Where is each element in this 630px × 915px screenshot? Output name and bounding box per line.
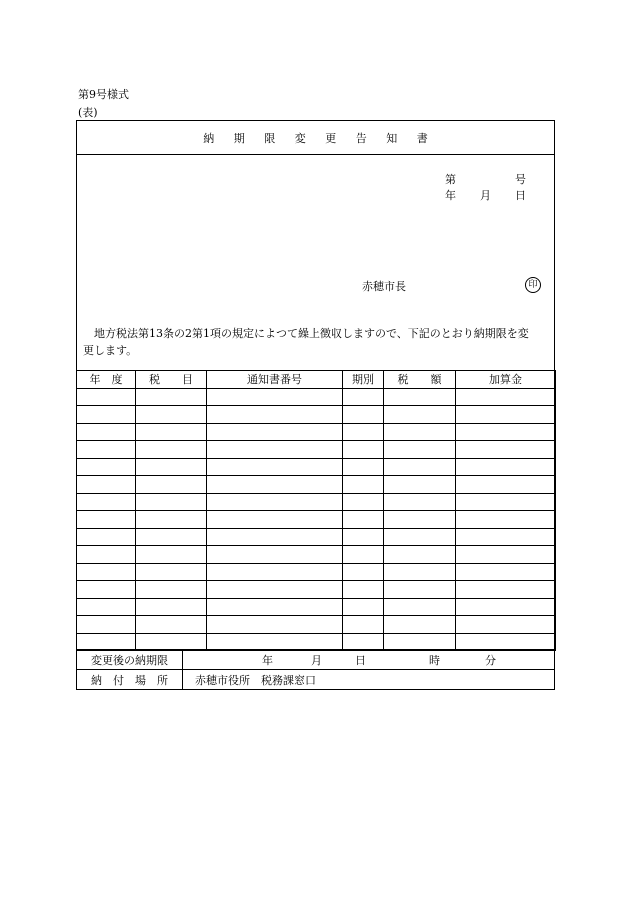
table-cell <box>384 493 456 511</box>
table-cell <box>456 546 556 564</box>
table-cell <box>343 528 384 546</box>
table-row <box>77 493 556 511</box>
body-line-2: 更します。 <box>83 344 138 357</box>
table-cell <box>77 581 136 599</box>
table-cell <box>77 563 136 581</box>
table-cell <box>77 441 136 459</box>
table-cell <box>384 528 456 546</box>
table-cell <box>456 441 556 459</box>
table-cell <box>207 493 343 511</box>
table-cell <box>77 493 136 511</box>
table-cell <box>343 458 384 476</box>
table-cell <box>207 528 343 546</box>
table-row <box>77 598 556 616</box>
table-cell <box>136 528 207 546</box>
table-cell <box>384 581 456 599</box>
table-cell <box>343 441 384 459</box>
form-title: 納 期 限 変 更 告 知 書 <box>203 131 436 145</box>
header-surcharge: 加算金 <box>456 371 556 389</box>
table-cell <box>136 423 207 441</box>
notice-form <box>76 120 555 690</box>
table-row <box>77 616 556 634</box>
table-row <box>77 423 556 441</box>
table-cell <box>136 633 207 651</box>
table-cell <box>456 511 556 529</box>
table-cell <box>207 633 343 651</box>
table-cell <box>77 598 136 616</box>
table-cell <box>136 511 207 529</box>
issuer-name: 赤穂市長 <box>362 280 406 293</box>
table-cell <box>77 458 136 476</box>
table-cell <box>77 388 136 406</box>
table-cell <box>136 563 207 581</box>
date-month: 月 <box>480 189 491 202</box>
table-cell <box>343 493 384 511</box>
table-cell <box>136 616 207 634</box>
table-cell <box>343 598 384 616</box>
table-cell <box>456 458 556 476</box>
table-row <box>77 476 556 494</box>
payment-place-value: 赤穂市役所 税務課窓口 <box>195 674 316 687</box>
table-row <box>77 633 556 651</box>
table-cell <box>384 563 456 581</box>
table-cell <box>343 633 384 651</box>
table-cell <box>343 546 384 564</box>
table-cell <box>136 388 207 406</box>
table-cell <box>384 388 456 406</box>
payment-place-label: 納 付 場 所 <box>77 670 183 690</box>
table-cell <box>456 633 556 651</box>
table-cell <box>77 616 136 634</box>
table-cell <box>136 598 207 616</box>
table-cell <box>456 528 556 546</box>
table-cell <box>207 458 343 476</box>
table-cell <box>456 476 556 494</box>
table-cell <box>136 493 207 511</box>
deadline-minute: 分 <box>485 653 496 667</box>
date-day: 日 <box>515 189 526 202</box>
table-cell <box>136 581 207 599</box>
table-cell <box>136 476 207 494</box>
tax-table <box>76 370 556 651</box>
table-cell <box>207 441 343 459</box>
table-row <box>77 458 556 476</box>
table-row <box>77 581 556 599</box>
table-row <box>77 388 556 406</box>
doc-number-dai: 第 <box>445 173 456 186</box>
deadline-value <box>183 650 554 669</box>
table-row <box>77 441 556 459</box>
table-cell <box>384 476 456 494</box>
deadline-day: 日 <box>355 653 366 667</box>
table-cell <box>207 563 343 581</box>
header-period: 期別 <box>343 371 384 389</box>
deadline-year: 年 <box>262 653 273 667</box>
header-notice-number: 通知書番号 <box>207 371 343 389</box>
table-cell <box>456 598 556 616</box>
table-cell <box>343 581 384 599</box>
table-cell <box>207 546 343 564</box>
deadline-label: 変更後の納期限 <box>77 650 183 669</box>
table-cell <box>384 598 456 616</box>
table-cell <box>343 423 384 441</box>
table-cell <box>343 476 384 494</box>
table-cell <box>456 406 556 424</box>
table-cell <box>77 633 136 651</box>
table-cell <box>136 406 207 424</box>
table-cell <box>384 546 456 564</box>
table-cell <box>136 441 207 459</box>
date-year: 年 <box>445 189 456 202</box>
table-cell <box>343 406 384 424</box>
table-cell <box>207 581 343 599</box>
table-cell <box>77 546 136 564</box>
table-cell <box>77 406 136 424</box>
body-text <box>83 325 551 359</box>
table-cell <box>456 493 556 511</box>
table-cell <box>207 476 343 494</box>
header-tax-amount: 税 額 <box>384 371 456 389</box>
table-cell <box>384 458 456 476</box>
table-cell <box>343 563 384 581</box>
table-cell <box>384 616 456 634</box>
body-line-1: 地方税法第13条の2第1項の規定によつて繰上徴収しますので、下記のとおり納期限を変 <box>94 327 529 340</box>
table-cell <box>384 633 456 651</box>
table-cell <box>343 388 384 406</box>
table-cell <box>207 616 343 634</box>
table-cell <box>384 511 456 529</box>
table-cell <box>136 546 207 564</box>
table-cell <box>384 406 456 424</box>
table-cell <box>343 616 384 634</box>
table-cell <box>207 423 343 441</box>
table-cell <box>77 511 136 529</box>
table-row <box>77 511 556 529</box>
header-fiscal-year: 年 度 <box>77 371 136 389</box>
form-number: 第9号様式 <box>78 88 129 101</box>
table-cell <box>207 511 343 529</box>
deadline-hour: 時 <box>429 653 440 667</box>
table-cell <box>136 458 207 476</box>
table-row <box>77 563 556 581</box>
deadline-month: 月 <box>311 653 322 667</box>
table-row <box>77 528 556 546</box>
table-cell <box>207 598 343 616</box>
table-cell <box>343 511 384 529</box>
table-cell <box>77 476 136 494</box>
table-row <box>77 546 556 564</box>
table-cell <box>207 406 343 424</box>
payment-place-row <box>77 669 554 690</box>
deadline-row <box>77 649 554 669</box>
table-cell <box>207 388 343 406</box>
table-cell <box>456 581 556 599</box>
table-cell <box>456 563 556 581</box>
form-side: (表) <box>78 106 98 119</box>
table-cell <box>456 388 556 406</box>
seal-icon: 印 <box>525 277 541 293</box>
table-cell <box>384 423 456 441</box>
table-cell <box>456 616 556 634</box>
table-cell <box>456 423 556 441</box>
table-header-row <box>77 371 556 389</box>
table-cell <box>77 528 136 546</box>
table-row <box>77 406 556 424</box>
doc-number-go: 号 <box>515 173 526 186</box>
table-cell <box>384 441 456 459</box>
title-row <box>77 121 554 155</box>
table-cell <box>77 423 136 441</box>
header-tax-item: 税 目 <box>136 371 207 389</box>
